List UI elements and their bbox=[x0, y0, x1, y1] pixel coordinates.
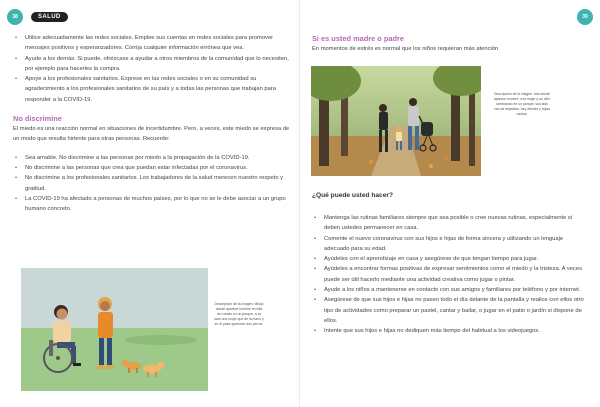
left-image-caption: Descripción de la imagen: dibujo donde aparece hombre en silla de ruedas en un parque, a su lado una mujer que de la mano y en el pasa aparecen dos perros. bbox=[214, 302, 264, 326]
section-heading-parents: Si es usted madre o padre bbox=[312, 34, 405, 43]
list-item: • No discrimine a los profesionales sanitarios. Los trabajadores de la salud merecen nuestro respeto y gratitud. bbox=[13, 173, 291, 194]
list-item: • Intente que sus hijos e hijas no dediquen más tiempo del habitual a los videojuegos. bbox=[312, 326, 588, 336]
right-text-bottom bbox=[312, 191, 588, 337]
list-item: • Ayúdeles a encontrar formas positivas de expresar sentimientos como el miedo y la tristeza. A veces puede ser útil hacerlo mediante una actividad creativa como jugar o pintar. bbox=[312, 264, 588, 285]
list-item: • No discrimine a las personas que crea que puedan estar infectadas por el coronavirus. bbox=[13, 163, 291, 173]
top-bullet-list bbox=[13, 33, 291, 105]
bottom-bullet-list bbox=[13, 153, 291, 215]
parents-bullet-list bbox=[312, 213, 588, 337]
photo-family-park bbox=[311, 66, 481, 176]
list-item: • Apoye a los profesionales sanitarios. Exprese en las redes sociales o en su comunidad su agradecimiento a los profesionales sanitarios de su país y a todas las personas que trabajan para responder a la COVID-19. bbox=[13, 74, 291, 105]
question-heading: ¿Qué puede usted hacer? bbox=[312, 192, 393, 199]
left-page-number: 38 bbox=[7, 9, 23, 25]
right-page-number: 39 bbox=[577, 9, 593, 25]
illustration-wheelchair-park bbox=[21, 268, 208, 391]
right-page bbox=[300, 0, 600, 407]
section-tag: SALUD bbox=[31, 12, 68, 22]
section-heading-no-discrimine: No discrimine bbox=[13, 114, 62, 124]
list-item: • Comente el nuevo coronavirus con sus hijos e hijas de forma sincera y utilizando un lenguaje adecuado para su edad. bbox=[312, 234, 588, 255]
list-item: • Ayude a los demás. Si puede, ofrézcase a ayudar a otros miembros de la comunidad que lo necesiten, por ejemplo para hacerles la compra. bbox=[13, 54, 291, 75]
list-item: • Ayude a los niños a mantenerse en contacto con sus amigos y familiares por teléfono y por internet. bbox=[312, 285, 588, 295]
parents-intro: En momentos de estrés es normal que los niños requieran más atención. bbox=[312, 46, 500, 52]
intro-paragraph: El miedo es una reacción normal en situaciones de incertidumbre. Pero, a veces, este miedo se expresa de un modo que resulta hiriente para otras personas. Recuerde: bbox=[13, 126, 290, 143]
list-item: • Ayúdeles con el aprendizaje en casa y asegúrese de que tengan tiempo para jugar. bbox=[312, 254, 588, 264]
list-item: • Mantenga las rutinas familiares siempre que sea posible o cree nuevas rutinas, especialmente si deben ustedes permanecer en casa. bbox=[312, 213, 588, 234]
list-item: • Asegúrese de que sus hijos e hijas no pasen todo el día delante de la pantalla y realice con ellos otro tipo de actividades como preparar un pastel, cantar y bailar, o jugar en el patio o jardín si dispone de ellos. bbox=[312, 295, 588, 326]
family-walk-photo-icon bbox=[311, 66, 481, 176]
park-illustration-icon bbox=[21, 268, 208, 391]
right-text-top bbox=[312, 33, 588, 54]
list-item: • Sea amable. No discrimine a las personas por miedo a la propagación de la COVID-19. bbox=[13, 153, 291, 163]
list-item: • Utilice adecuadamente las redes sociales. Emplee sus cuentas en redes sociales para promover mensajes positivos y esperanzadores. Corrija cualquier información errónea que vea. bbox=[13, 33, 291, 54]
left-text-column bbox=[13, 33, 291, 214]
list-item: • La COVID-19 ha afectado a personas de muchos países, por lo que no se le debe asociar a un grupo humano concreto. bbox=[13, 194, 291, 215]
right-image-caption: Descripción de la imagen: foto donde aparece hombre, una mujer y un niño caminando en un parque, sus lado van de espaldas. hay árboles y hojas caídas. bbox=[493, 92, 551, 116]
